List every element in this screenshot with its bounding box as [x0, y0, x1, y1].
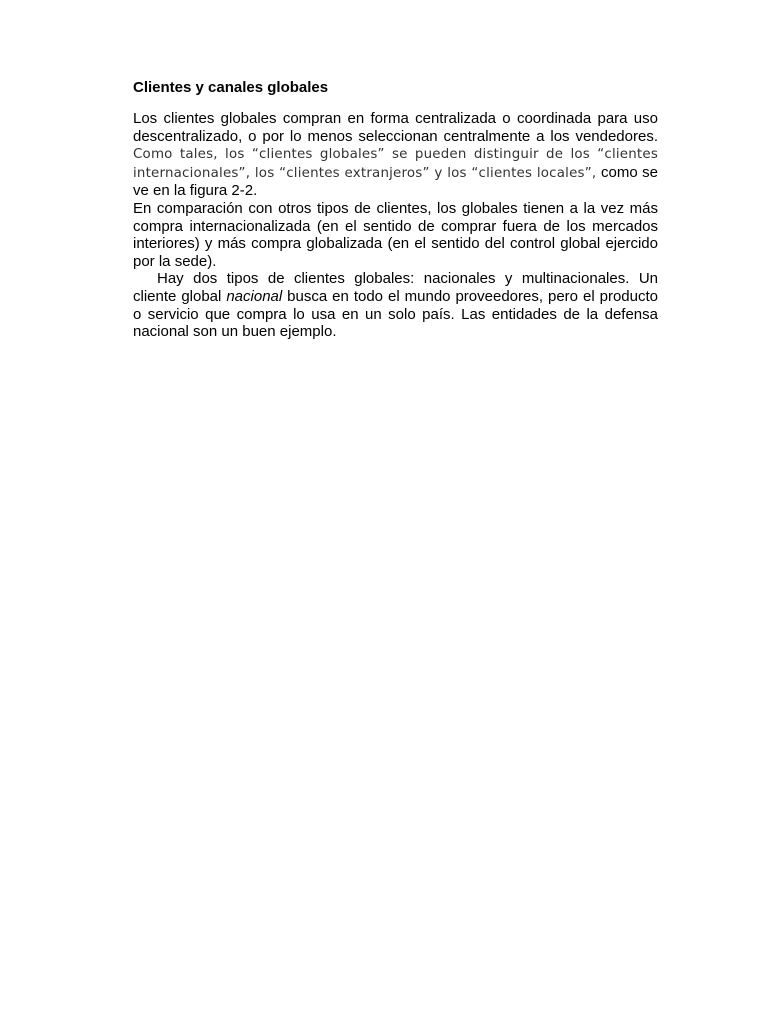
- paragraph-1-text-a: Los clientes globales compran en forma centralizada o coordinada para uso descentralizado, o por lo menos seleccionan centralmente a los vendedores.: [133, 110, 658, 145]
- paragraph-global-customers: [133, 110, 658, 200]
- paragraph-3-text-b: busca en todo el mundo proveedores, pero el producto o servicio que compra lo usa en un solo país. Las entidades de la defensa nacional son un buen ejemplo.: [133, 287, 658, 341]
- page-content: [133, 79, 658, 341]
- paragraph-comparison: En comparación con otros tipos de clientes, los globales tienen a la vez más compra internacionalizada (en el sentido de comprar fuera de los mercados interiores) y más compra globalizada (en el sentido del control global ejercido por la sede).: [133, 199, 658, 270]
- section-heading: Clientes y canales globales: [133, 79, 329, 96]
- paragraph-1-text-c: como se ve en la figura 2-2.: [133, 163, 658, 200]
- paragraph-1-text-b: Como tales, los “clientes globales” se pueden distinguir de los “clientes internacionales”, los “clientes extranjeros” y los “clientes locales”,: [133, 147, 658, 181]
- paragraph-3-emphasis: nacional: [226, 287, 283, 305]
- paragraph-types: [133, 270, 658, 340]
- paragraph-3-text-a: Hay dos tipos de clientes globales: nacionales y multinacionales. Un cliente global: [133, 270, 658, 305]
